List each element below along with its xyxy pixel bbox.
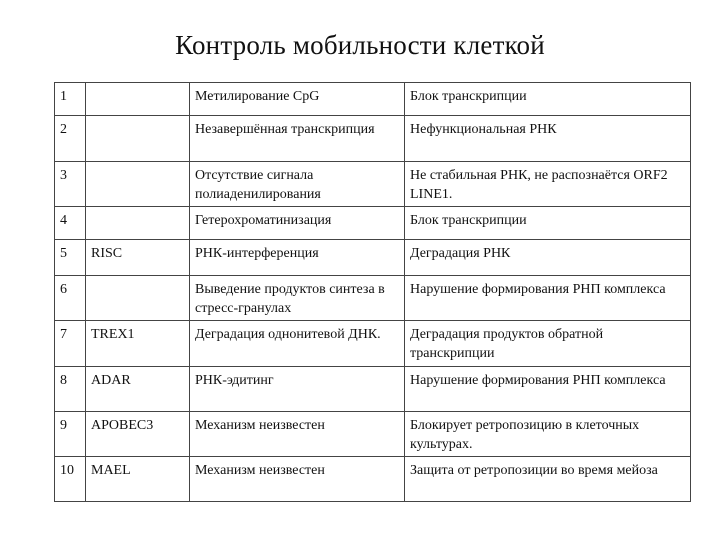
table-row [55,457,691,502]
table-row [55,207,691,240]
mechanism-cell: Деградация однонитевой ДНК. [190,321,405,367]
effect-cell: Деградация продуктов обратной транскрипции [405,321,691,367]
row-number-cell: 1 [55,83,86,116]
row-number-cell: 6 [55,276,86,321]
factor-name-cell [86,83,190,116]
effect-cell: Не стабильная РНК, не распознаётся ORF2 LINE1. [405,162,691,207]
row-number-cell: 2 [55,116,86,162]
table-row [55,321,691,367]
effect-cell: Нарушение формирования РНП комплекса [405,276,691,321]
effect-cell: Блокирует ретропозицию в клеточных культурах. [405,412,691,457]
effect-cell: Блок транскрипции [405,207,691,240]
row-number-cell: 3 [55,162,86,207]
effect-cell: Деградация РНК [405,240,691,276]
mechanism-cell: Гетерохроматинизация [190,207,405,240]
effect-cell: Нефункциональная РНК [405,116,691,162]
table-row [55,162,691,207]
factor-name-cell [86,116,190,162]
table-row [55,240,691,276]
row-number-cell: 7 [55,321,86,367]
row-number-cell: 4 [55,207,86,240]
mechanism-cell: Механизм неизвестен [190,457,405,502]
row-number-cell: 8 [55,367,86,412]
factor-name-cell: ADAR [86,367,190,412]
factor-name-cell [86,207,190,240]
factor-name-cell: APOBEC3 [86,412,190,457]
factor-name-cell [86,276,190,321]
mechanism-cell: РНК-эдитинг [190,367,405,412]
factor-name-cell: MAEL [86,457,190,502]
row-number-cell: 5 [55,240,86,276]
mechanism-cell: Отсутствие сигнала полиаденилирования [190,162,405,207]
table-row [55,116,691,162]
effect-cell: Блок транскрипции [405,83,691,116]
mechanism-cell: Выведение продуктов синтеза в стресс-гранулах [190,276,405,321]
factor-name-cell: TREX1 [86,321,190,367]
mechanism-cell: Метилирование CpG [190,83,405,116]
factor-name-cell [86,162,190,207]
mechanism-cell: РНК-интерференция [190,240,405,276]
table-row [55,276,691,321]
mobility-control-table [54,82,691,502]
row-number-cell: 10 [55,457,86,502]
page-title: Контроль мобильности клеткой [175,30,545,60]
mechanism-cell: Незавершённая транскрипция [190,116,405,162]
mechanism-cell: Механизм неизвестен [190,412,405,457]
factor-name-cell: RISC [86,240,190,276]
table-row [55,412,691,457]
table-row [55,367,691,412]
table-row [55,83,691,116]
effect-cell: Защита от ретропозиции во время мейоза [405,457,691,502]
row-number-cell: 9 [55,412,86,457]
effect-cell: Нарушение формирования РНП комплекса [405,367,691,412]
